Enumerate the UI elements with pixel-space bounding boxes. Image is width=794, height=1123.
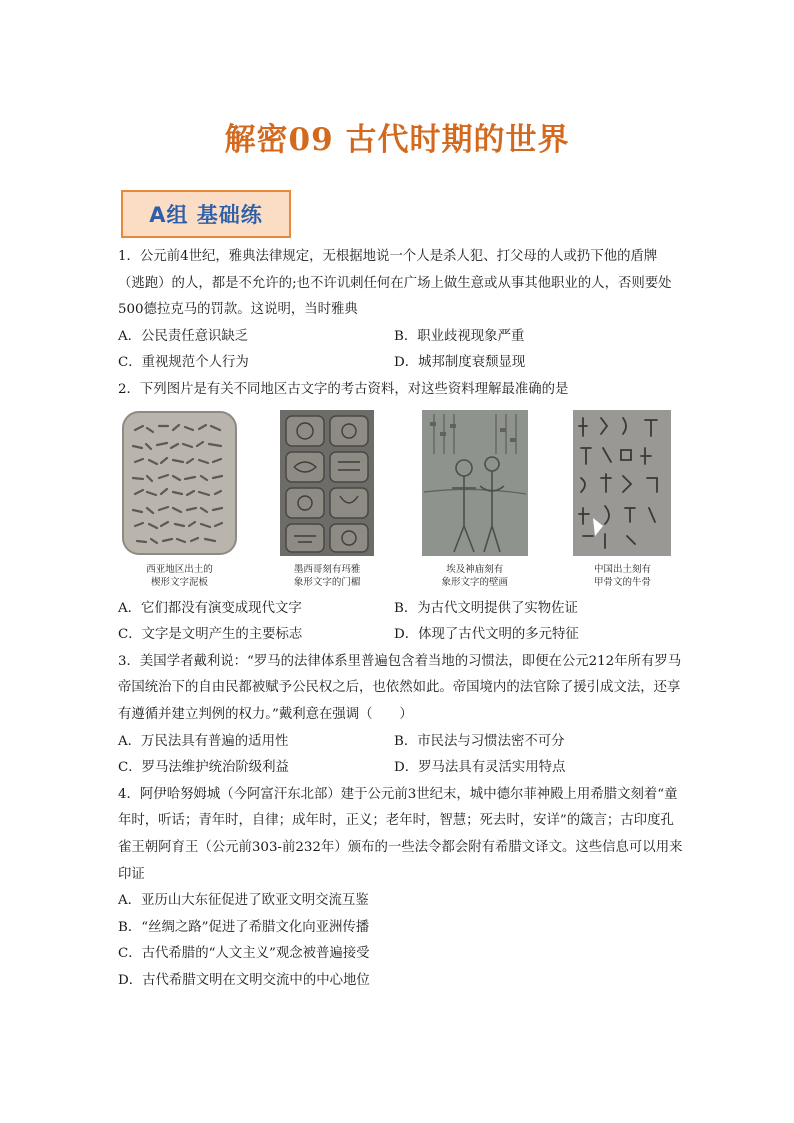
option-row [118,622,684,649]
option-d: D．体现了古代文明的多元特征 [394,627,579,643]
option-c: C．古代希腊的“人文主义”观念被普遍接受 [118,946,370,962]
option-b: B．为古代文明提供了实物佐证 [394,600,578,616]
figure-caption: 埃及神庙刻有 象形文字的壁画 [441,563,509,588]
option-row [118,729,684,756]
option-d: D．罗马法具有灵活实用特点 [394,760,566,776]
question-stem: 1．公元前4世纪，雅典法律规定，无根据地说一个人是杀人犯、打父母的人或扔下他的盾牌（逃跑）的人，都是不允许的;也不许讥刺任何在广场上做生意或从事其他职业的人，否则要处500德拉克马的罚款。这说明，当时雅典 [118,249,672,318]
figure-maya [266,408,389,596]
option-row [118,596,684,623]
question-3 [118,649,684,782]
option-c: C．文字是文明产生的主要标志 [118,627,303,643]
figure-caption: 墨西哥刻有玛雅 象形文字的门楣 [293,563,361,588]
question-stem: 2．下列图片是有关不同地区古文字的考古资料，对这些资料理解最准确的是 [118,381,569,397]
option-row [118,350,684,377]
option-row [118,324,684,351]
question-stem: 3．美国学者戴利说：“罗马的法律体系里普遍包含着当地的习惯法，即便在公元212年所有罗马帝国统治下的自由民都被赋予公民权之后，也依然如此。帝国境内的法官除了援引成文法，还享有遵循并建立判例的权力。”戴利意在强调（ ） [118,653,682,722]
question-4 [118,782,684,995]
option-d: D．古代希腊文明在文明交流中的中心地位 [118,972,370,988]
question-stem: 4．阿伊哈努姆城（今阿富汗东北部）建于公元前3世纪末，城中德尔菲神殿上用希腊文刻着“童年时，听话；青年时，自律；成年时，正义；老年时，智慧；死去时，安详”的箴言；古印度孔雀王朝阿育王（公元前303-前232年）颁布的一些法令都会附有希腊文译文。这些信息可以用来印证 [118,786,683,882]
option-b: B．市民法与习惯法密不可分 [394,733,565,749]
section-label: A组 基础练 [149,203,263,227]
figure-egypt [413,408,536,596]
option-c: C．重视规范个人行为 [118,355,249,371]
option-row [118,755,684,782]
section-header [121,190,291,238]
option-c: C．罗马法维护统治阶级利益 [118,760,289,776]
cuneiform-tablet-image [119,408,240,558]
question-1 [118,244,684,377]
option-d: D．城邦制度衰颓显现 [394,355,526,371]
option-a: A．它们都没有演变成现代文字 [118,600,302,616]
maya-glyph-door-image [278,408,376,558]
figure-caption: 中国出土刻有 甲骨文的牛骨 [593,563,651,588]
option-a: A．公民责任意识缺乏 [118,328,249,344]
figure-caption: 西亚地区出土的 楔形文字泥板 [146,563,213,588]
option-a: A．万民法具有普遍的适用性 [118,733,289,749]
question-2 [118,377,684,649]
egyptian-temple-wall-image [420,408,530,558]
figure-cuneiform [118,408,241,596]
page-title: 解密09 古代时期的世界 [224,122,570,158]
figure-oracle [561,408,684,596]
oracle-bone-image [571,408,673,558]
option-a: A．亚历山大东征促进了欧亚文明交流互鉴 [118,893,369,909]
option-b: B．“丝绸之路”促进了希腊文化向亚洲传播 [118,919,370,935]
option-b: B．职业歧视现象严重 [394,328,525,344]
question-list [118,244,684,994]
image-row [118,408,684,596]
